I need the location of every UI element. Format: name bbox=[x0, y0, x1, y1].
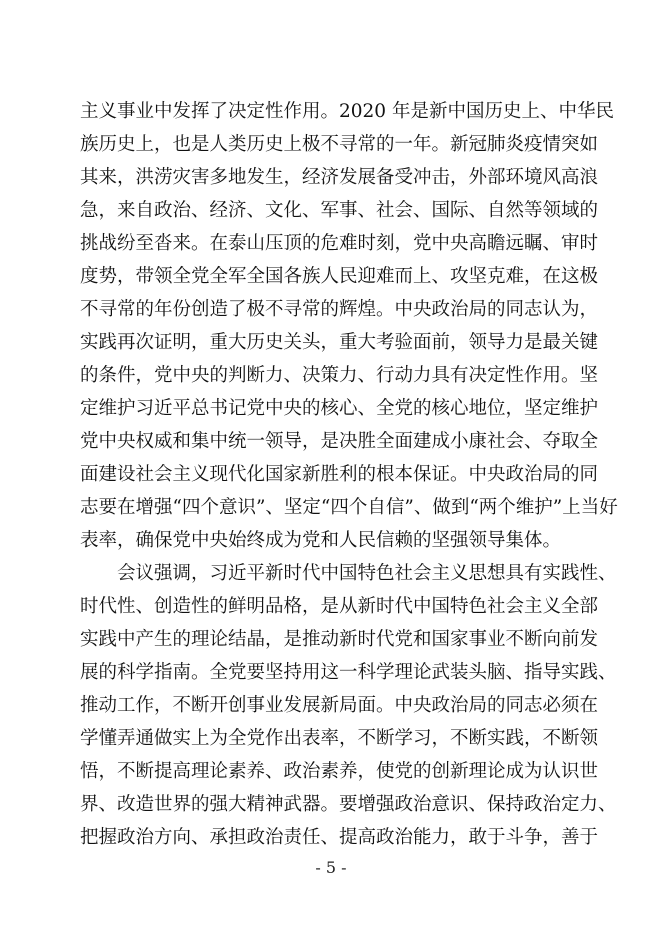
body-text-line: 把握政治方向、承担政治责任、提高政治能力，敢于斗争，善于 bbox=[80, 827, 599, 848]
body-text-line: 展的科学指南。全党要坚持用这一科学理论武装头脑、指导实践、 bbox=[80, 662, 617, 683]
body-text-line: 族历史上，也是人类历史上极不寻常的一年。新冠肺炎疫情突如 bbox=[80, 134, 599, 155]
body-text-line: 时代性、创造性的鲜明品格，是从新时代中国特色社会主义全部 bbox=[80, 596, 599, 617]
paragraph-start-line: 会议强调，习近平新时代中国特色社会主义思想具有实践性、 bbox=[117, 563, 617, 584]
body-text-line: 主义事业中发挥了决定性作用。2020 年是新中国历史上、中华民 bbox=[80, 101, 614, 122]
body-text-line: 的条件，党中央的判断力、决策力、行动力具有决定性作用。坚 bbox=[80, 365, 599, 386]
page-number: - 5 - bbox=[315, 858, 347, 877]
body-text-line: 党中央权威和集中统一领导，是决胜全面建成小康社会、夺取全 bbox=[80, 431, 599, 452]
body-text-line: 推动工作，不断开创事业发展新局面。中央政治局的同志必须在 bbox=[80, 695, 599, 716]
body-text-line: 定维护习近平总书记党中央的核心、全党的核心地位，坚定维护 bbox=[80, 398, 599, 419]
body-text-line: 界、改造世界的强大精神武器。要增强政治意识、保持政治定力、 bbox=[80, 794, 617, 815]
body-text-line: 面建设社会主义现代化国家新胜利的根本保证。中央政治局的同 bbox=[80, 464, 599, 485]
body-text-line: 志要在增强“四个意识”、坚定“四个自信”、做到“两个维护”上当好 bbox=[80, 497, 618, 518]
body-text-line: 实践再次证明，重大历史关头，重大考验面前，领导力是最关键 bbox=[80, 332, 599, 353]
body-text-line: 其来，洪涝灾害多地发生，经济发展备受冲击，外部环境风高浪 bbox=[80, 167, 599, 188]
body-text-line: 挑战纷至沓来。在泰山压顶的危难时刻，党中央高瞻远瞩、审时 bbox=[80, 233, 599, 254]
body-text-line: 悟，不断提高理论素养、政治素养，使党的创新理论成为认识世 bbox=[80, 761, 599, 782]
body-text-line: 度势，带领全党全军全国各族人民迎难而上、攻坚克难，在这极 bbox=[80, 266, 599, 287]
body-text-line: 实践中产生的理论结晶，是推动新时代党和国家事业不断向前发 bbox=[80, 629, 599, 650]
body-text-line: 急，来自政治、经济、文化、军事、社会、国际、自然等领域的 bbox=[80, 200, 599, 221]
body-text-line: 不寻常的年份创造了极不寻常的辉煌。中央政治局的同志认为， bbox=[80, 299, 599, 320]
paragraph-end-line: 表率，确保党中央始终成为党和人民信赖的坚强领导集体。 bbox=[80, 530, 562, 551]
body-text-line: 学懂弄通做实上为全党作出表率，不断学习，不断实践，不断领 bbox=[80, 728, 599, 749]
